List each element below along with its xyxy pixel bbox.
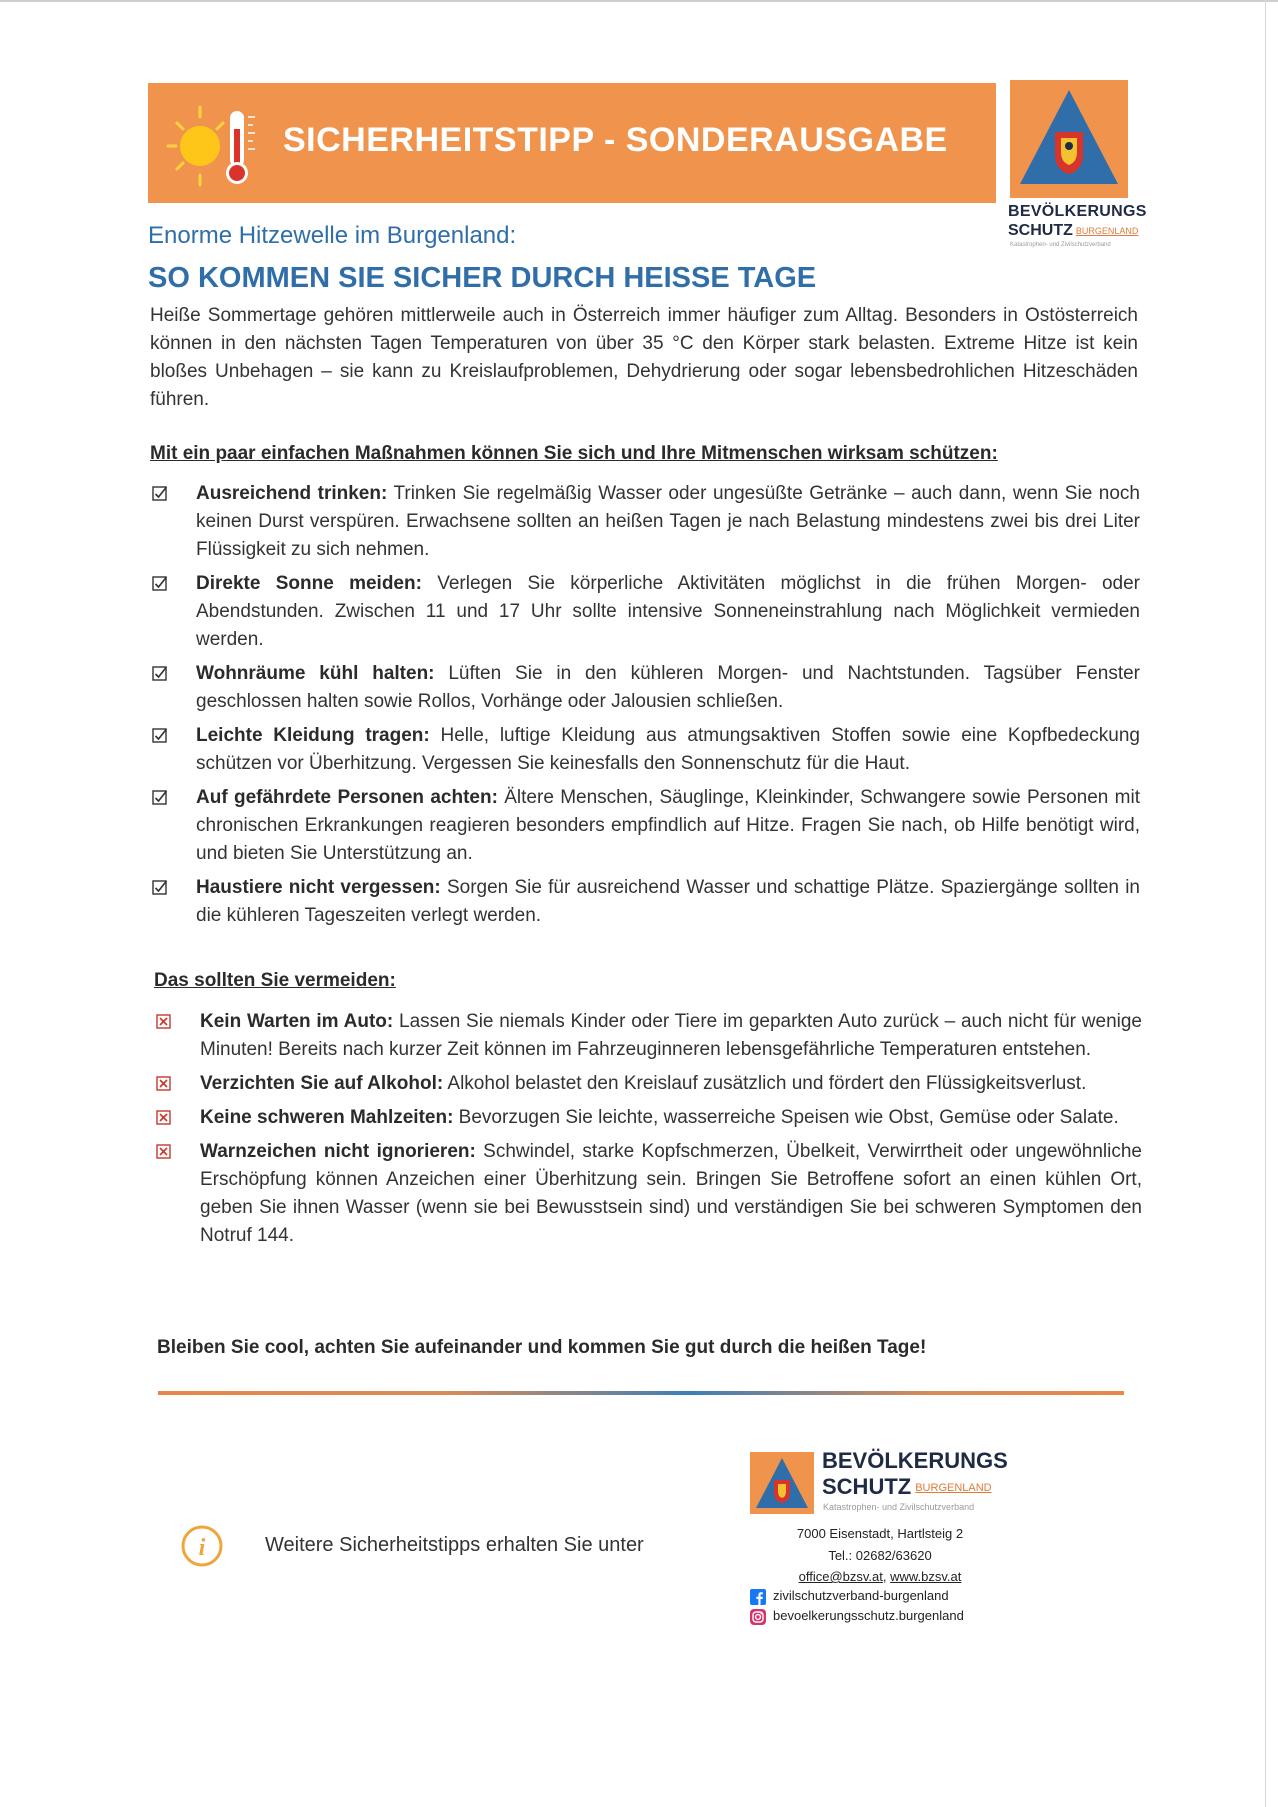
avoid-heading: Das sollten Sie vermeiden:: [154, 970, 396, 991]
item-text: Verlegen Sie körperliche Aktivitäten möglichst in die frühen Morgen- oder Abendstunden. Zwischen 11 und 17 Uhr sollte intensive Sonneneinstrahlung nach Möglichkeit vermieden werden.: [196, 573, 1140, 650]
facebook-row[interactable]: [750, 1588, 949, 1605]
item-lead: Haustiere nicht vergessen:: [196, 877, 441, 898]
footer-logo-line2: [822, 1474, 992, 1500]
page-subtitle: Enorme Hitzewelle im Burgenland:: [148, 222, 517, 249]
contact-phone: Tel.: 02682/63620: [828, 1548, 932, 1563]
list-item: [150, 874, 1140, 930]
item-text: Sorgen Sie für ausreichend Wasser und schattige Plätze. Spaziergänge sollten in die kühleren Tageszeiten verlegt werden.: [196, 877, 1140, 926]
item-lead: Ausreichend trinken:: [196, 483, 388, 504]
contact-links: office@bzsv.at, www.bzsv.at: [798, 1569, 962, 1584]
logo-name-line2: [1008, 222, 1138, 240]
cross-box-icon: [156, 1110, 172, 1126]
item-text: Trinken Sie regelmäßig Wasser oder ungesüßte Getränke – auch dann, wenn Sie noch keinen Durst verspüren. Erwachsene sollten an heißen Tagen je nach Belastung mindestens zwei bis drei Liter Flüssigkeit zu sich nehmen.: [196, 483, 1140, 560]
svg-text:i: i: [198, 1535, 206, 1561]
instagram-row[interactable]: [750, 1608, 964, 1625]
email-link[interactable]: office@bzsv.at: [798, 1569, 883, 1584]
contact-address: 7000 Eisenstadt, Hartlsteig 2: [796, 1526, 964, 1541]
checkbox-checked-icon: [152, 666, 168, 682]
checkbox-checked-icon: [152, 486, 168, 502]
footer-logo-tagline: Katastrophen- und Zivilschutzverband: [823, 1502, 975, 1512]
item-lead: Direkte Sonne meiden:: [196, 573, 422, 594]
item-lead: Warnzeichen nicht ignorieren:: [200, 1141, 476, 1162]
sun-thermometer-icon: [162, 101, 272, 191]
page-top-edge: [0, 0, 1278, 2]
banner-title: SICHERHEITSTIPP - SONDERAUSGABE: [283, 121, 948, 159]
list-item: [150, 660, 1140, 716]
warning-triangle-icon: [1010, 80, 1128, 198]
item-text: Lassen Sie niemals Kinder oder Tiere im geparkten Auto zurück – auch nicht für wenige Minuten! Bereits nach kurzer Zeit können im Fahrzeuginneren lebensgefährliche Temperaturen entstehen.: [200, 1011, 1142, 1060]
list-item: [150, 722, 1140, 778]
list-item: [150, 784, 1140, 868]
header-banner: [148, 83, 996, 203]
item-text: Lüften Sie in den kühleren Morgen- und Nachtstunden. Tagsüber Fenster geschlossen halten sowie Rollos, Vorhänge oder Jalousien schließen.: [196, 663, 1140, 712]
footer-logo-schutz: SCHUTZ: [822, 1474, 912, 1499]
checkbox-checked-icon: [152, 576, 168, 592]
more-info-text: Weitere Sicherheitstipps erhalten Sie unter: [265, 1534, 644, 1556]
item-text: Bevorzugen Sie leichte, wasserreiche Speisen wie Obst, Gemüse oder Salate.: [453, 1107, 1119, 1128]
logo-name-line1: BEVÖLKERUNGS: [1008, 203, 1147, 220]
info-icon: [180, 1524, 224, 1568]
website-link[interactable]: www.bzsv.at: [890, 1569, 962, 1584]
page-title: SO KOMMEN SIE SICHER DURCH HEISSE TAGE: [148, 262, 817, 294]
facebook-icon: [750, 1589, 766, 1605]
logo-name-schutz: SCHUTZ: [1008, 222, 1073, 239]
list-item: [154, 1008, 1142, 1064]
cross-box-icon: [156, 1144, 172, 1160]
facebook-handle: zivilschutzverband-burgenland: [773, 1588, 949, 1603]
item-lead: Verzichten Sie auf Alkohol:: [200, 1073, 444, 1094]
list-item: [154, 1070, 1142, 1098]
checkbox-checked-icon: [152, 880, 168, 896]
item-lead: Kein Warten im Auto:: [200, 1011, 394, 1032]
page-right-edge: [1265, 0, 1266, 1807]
intro-paragraph: Heiße Sommertage gehören mittlerweile auch in Österreich immer häufiger zum Alltag. Besonders in Ostösterreich können in den nächsten Tagen Temperaturen von über 35 °C den Körper stark belasten. Extreme Hitze ist kein bloßes Unbehagen – sie kann zu Kreislaufproblemen, Dehydrierung oder sogar lebensbedrohlichen Hitzeschäden führen.: [150, 305, 1138, 410]
list-item: [154, 1138, 1142, 1250]
protect-heading: Mit ein paar einfachen Maßnahmen können Sie sich und Ihre Mitmenschen wirksam schützen:: [150, 443, 998, 464]
checkbox-checked-icon: [152, 790, 168, 806]
cross-box-icon: [156, 1076, 172, 1092]
logo-tagline: Katastrophen- und Zivilschutzverband: [1010, 242, 1111, 248]
avoid-list: [154, 1008, 1142, 1250]
closing-line: Bleiben Sie cool, achten Sie aufeinander und kommen Sie gut durch die heißen Tage!: [157, 1337, 927, 1358]
cross-box-icon: [156, 1014, 172, 1030]
organization-logo: [1010, 80, 1128, 198]
protect-list: [150, 480, 1140, 930]
item-text: Helle, luftige Kleidung aus atmungsaktiven Stoffen sowie eine Kopfbedeckung schützen vor Überhitzung. Vergessen Sie keinesfalls den Sonnenschutz für die Haut.: [196, 725, 1140, 774]
list-item: [150, 570, 1140, 654]
logo-name-region: BURGENLAND: [1075, 225, 1139, 236]
instagram-handle: bevoelkerungsschutz.burgenland: [773, 1608, 964, 1623]
item-lead: Keine schweren Mahlzeiten:: [200, 1107, 454, 1128]
list-item: [150, 480, 1140, 564]
list-item: [154, 1104, 1142, 1132]
instagram-icon: [750, 1609, 766, 1625]
item-text: Ältere Menschen, Säuglinge, Kleinkinder, Schwangere sowie Personen mit chronischen Erkrankungen reagieren besonders empfindlich auf Hitze. Fragen Sie nach, ob Hilfe benötigt wird, und bieten Sie Unterstützung an.: [196, 787, 1140, 864]
footer-divider: [158, 1391, 1124, 1395]
item-text: Schwindel, starke Kopfschmerzen, Übelkeit, Verwirrtheit oder ungewöhnliche Erschöpfung können Anzeichen einer Überhitzung sein. Bringen Sie Betroffene sofort an einen kühlen Ort, geben Sie ihnen Wasser (wenn sie bei Bewusstsein sind) und verständigen Sie bei schweren Symptomen den Notruf 144.: [200, 1141, 1142, 1246]
footer-logo: [750, 1452, 814, 1514]
warning-triangle-icon: [750, 1452, 814, 1514]
footer-logo-region: BURGENLAND: [915, 1482, 992, 1495]
footer-logo-line1: BEVÖLKERUNGS: [822, 1448, 1008, 1473]
item-lead: Wohnräume kühl halten:: [196, 663, 435, 684]
item-text: Alkohol belastet den Kreislauf zusätzlich und fördert den Flüssigkeitsverlust.: [443, 1073, 1087, 1094]
item-lead: Auf gefährdete Personen achten:: [196, 787, 498, 808]
checkbox-checked-icon: [152, 728, 168, 744]
item-lead: Leichte Kleidung tragen:: [196, 725, 430, 746]
